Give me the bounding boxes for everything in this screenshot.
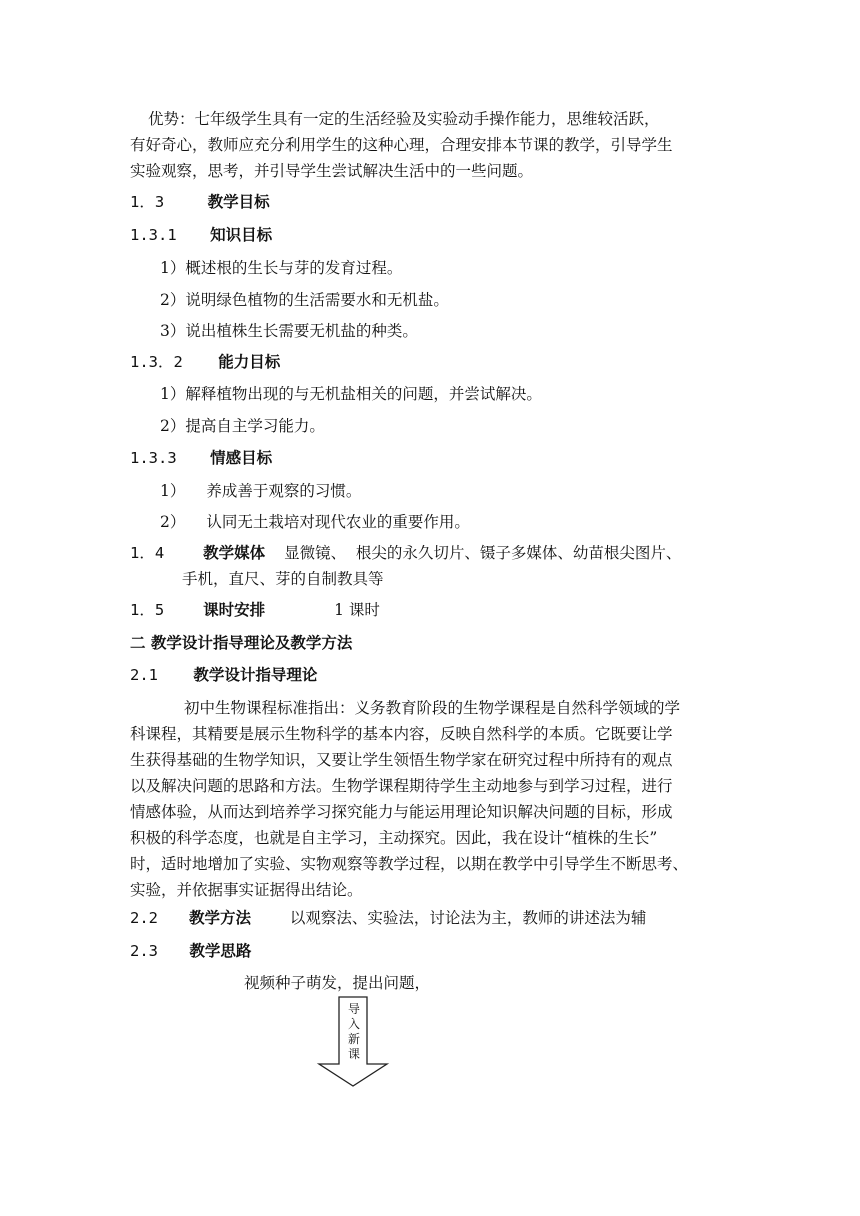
heading-title: 教学方法	[188, 909, 251, 927]
heading-title: 教学思路	[189, 942, 252, 960]
theory-line-4: 以及解决问题的思路和方法。生物学课程期待学生主动地参与到学习过程，进行	[130, 777, 673, 795]
section-2-title: 二 教学设计指导理论及教学方法	[130, 634, 353, 652]
heading-2-1	[130, 664, 317, 686]
arrow-char: 导	[347, 1002, 360, 1016]
heading-number: 2.3	[130, 942, 158, 960]
heading-1-3-1	[130, 224, 272, 246]
heading-number: 2.1	[130, 666, 158, 684]
heading-number: 1.3.1	[130, 226, 177, 244]
arrow-char: 课	[347, 1047, 360, 1061]
emotion-item-2	[160, 511, 470, 533]
intro-line-1: 优势：七年级学生具有一定的生活经验及实验动手操作能力，思维较活跃，	[148, 110, 660, 128]
heading-1-3	[130, 191, 270, 213]
heading-1-4	[130, 542, 681, 564]
heading-title: 教学媒体	[203, 544, 266, 562]
heading-1-3-2	[130, 351, 280, 373]
theory-line-2: 科课程，其精要是展示生物科学的基本内容，反映自然科学的本质。它既要让学	[130, 725, 673, 743]
heading-title: 知识目标	[210, 226, 273, 244]
knowledge-item-3: 3）说出植株生长需要无机盐的种类。	[160, 322, 418, 340]
heading-title: 能力目标	[218, 353, 281, 371]
theory-line-1: 初中生物课程标准指出：义务教育阶段的生物学课程是自然科学领域的学	[184, 699, 681, 717]
flow-caption: 视频种子萌发，提出问题，	[244, 974, 431, 992]
teaching-methods: 以观察法、实验法，讨论法为主，教师的讲述法为辅	[289, 909, 647, 927]
flow-arrow	[316, 996, 390, 1088]
heading-number: 1.3.3	[130, 449, 177, 467]
heading-title: 课时安排	[203, 601, 266, 619]
intro-line-2: 有好奇心，教师应充分利用学生的这种心理，合理安排本节课的教学，引导学生	[130, 136, 673, 154]
media-list-line-2: 手机，直尺、芽的自制教具等	[182, 570, 384, 588]
heading-2-2	[130, 907, 646, 929]
arrow-char: 新	[347, 1032, 360, 1046]
emotion-item-1	[160, 480, 361, 502]
heading-2-3	[130, 940, 251, 962]
theory-line-3: 生获得基础的生物学知识，又要让学生领悟生物学家在研究过程中所持有的观点	[130, 751, 673, 769]
theory-line-7: 时，适时地增加了实验、实物观察等教学过程，以期在教学中引导学生不断思考、	[130, 855, 689, 873]
item-number: 1）	[160, 482, 186, 500]
heading-number: 1．3	[130, 193, 165, 211]
heading-number: 1．5	[130, 601, 165, 619]
class-hours: 1 课时	[334, 601, 380, 619]
item-number: 2）	[160, 513, 186, 531]
heading-title: 情感目标	[210, 449, 273, 467]
ability-item-2: 2）提高自主学习能力。	[160, 417, 325, 435]
theory-line-5: 情感体验，从而达到培养学习探究能力与能运用理论知识解决问题的目标，形成	[130, 803, 673, 821]
flow-arrow-label	[346, 1002, 362, 1062]
heading-number: 1．4	[130, 544, 165, 562]
arrow-char: 入	[347, 1017, 360, 1031]
heading-number: 2.2	[130, 909, 158, 927]
heading-1-3-3	[130, 447, 272, 469]
theory-line-6: 积极的科学态度，也就是自主学习，主动探究。因此，我在设计“植株的生长”	[130, 829, 658, 847]
theory-line-8: 实验，并依据事实证据得出结论。	[130, 881, 363, 899]
knowledge-item-2: 2）说明绿色植物的生活需要水和无机盐。	[160, 291, 449, 309]
heading-1-5	[130, 599, 380, 621]
heading-title: 教学目标	[207, 193, 270, 211]
media-list-line-1: 显微镜、 根尖的永久切片、镊子多媒体、幼苗根尖图片、	[284, 544, 682, 562]
item-text: 认同无土栽培对现代农业的重要作用。	[206, 513, 470, 531]
knowledge-item-1: 1）概述根的生长与芽的发育过程。	[160, 259, 403, 277]
intro-line-3: 实验观察，思考，并引导学生尝试解决生活中的一些问题。	[130, 162, 534, 180]
item-text: 养成善于观察的习惯。	[206, 482, 362, 500]
ability-item-1: 1）解释植物出现的与无机盐相关的问题，并尝试解决。	[160, 385, 542, 403]
heading-title: 教学设计指导理论	[193, 666, 318, 684]
heading-number: 1.3．2	[130, 353, 183, 371]
